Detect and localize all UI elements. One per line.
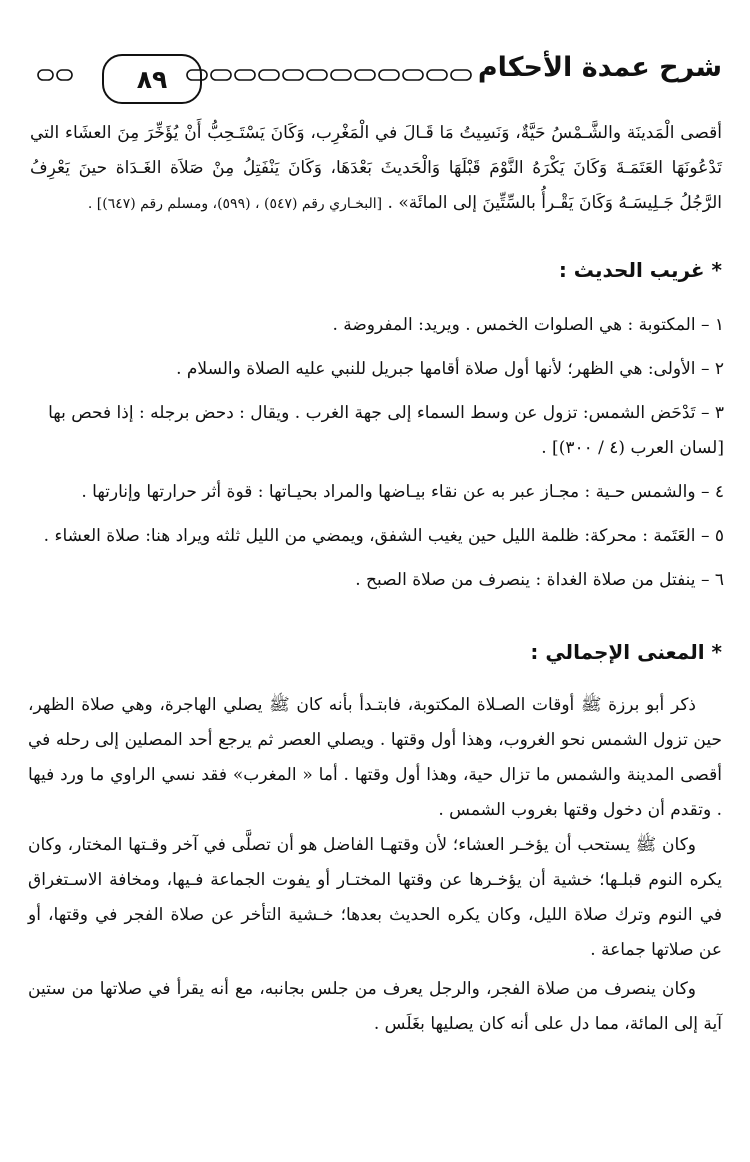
header-ornament [185,68,477,82]
item-text: الأولى: هي الظهر؛ لأنها أول صلاة أقامها جبريل للنبي عليه الصلاة والسلام . [176,359,696,379]
list-item [26,475,724,510]
hadith-citation: [البخـاري رقم (٥٤٧) ، (٥٩٩)، ومسلم رقم (٦٤٧)] . [87,196,383,212]
paragraph: وكان ينصرف من صلاة الفجر، والرجل يعرف من جلس بجانبه، مع أنه يقرأ في صلاتها من ستين آية إلى المائة، مما دل على أنه كان يصليها بغَلَس . [28,979,722,1034]
item-text: ينفتل من صلاة الغداة : ينصرف من صلاة الصبح . [355,570,696,590]
list-item [26,396,724,466]
item-number: ١ – [700,315,724,335]
item-number: ٢ – [700,359,724,379]
list-item [26,352,724,387]
hadith-text: أقصى الْمَدينَة والشَّـمْسُ حَيَّةٌ، وَنَسِيتُ مَا قَـالَ في الْمَغْرِب، وَكَانَ يَسْتَـحِبُّ أَنْ يُؤَخِّرَ مِنَ العشَاء التي تَدْعُونَهَا العَتَمَـةَ وَكَانَ يَكْرَهُ النَّوْمَ قَبْلَهَا وَالْحَديثَ بَعْدَهَا، وَكَانَ يَنْفَتِلُ مِنْ صَلاَة الغَـدَاة حينَ يَعْرِفُ الرَّجُلُ جَـلِيسَـهُ وَكَانَ يَقْـرأُ بالسِّتِّينَ إلى المائَة» . [30,123,722,213]
paragraph: وكان ﷺ يستحب أن يؤخـر العشاء؛ لأن وقتهـا الفاضل هو أن تصلَّى في آخر وقـتها المختار، وكان يكره النوم قبلـها؛ خشية أن يؤخـرها عن وقتها المختـار أو يفوت الجماعة فـيها، ومخافة الاسـتغراق في النوم وترك صلاة الليل، وكان يكره الحديث بعدها؛ خـشية التأخر عن صلاة الفجر في وقتها، أو عن صلاتها جماعة . [28,835,722,960]
paragraph: ذكر أبو برزة ﷺ أوقات الصـلاة المكتوبة، فابتـدأ بأنه كان ﷺ يصلي الهاجرة، وهي صلاة الظهر، حين تزول الشمس نحو الغروب، وهذا أول وقتها . ويصلي العصر ثم يرجع أحد المصلين إلى رحله في أقصى المدينة والشمس ما تزال حية، وهذا أول وقتها . أما « المغرب» فقد نسي الراوي ما ورد فيها . وتقدم أن دخول وقتها بغروب الشمس . [28,695,722,820]
header-ornament-small [36,68,74,82]
vocabulary-list [26,308,724,607]
vocabulary-heading: * غريب الحديث : [558,258,722,282]
item-text: والشمس حـية : مجـاز عبر به عن نقاء بيـاضها والمراد بحيـاتها : قوة أثر حرارتها وإنارتها . [81,482,696,502]
item-text: المكتوبة : هي الصلوات الخمس . ويريد: المفروضة . [332,315,696,335]
item-number: ٣ – [700,403,724,423]
page-number: ٨٩ [102,54,202,104]
page-header [28,52,722,108]
list-item [26,519,724,554]
item-text: العَتَمة : محركة: ظلمة الليل حين يغيب الشفق، ويمضي من الليل ثلثه ويراد هنا: صلاة العشاء . [43,526,696,546]
book-title: شرح عمدة الأحكام [477,52,722,83]
item-number: ٤ – [700,482,724,502]
list-item [26,308,724,343]
item-number: ٦ – [700,570,724,590]
hadith-text-continuation [30,116,722,222]
item-number: ٥ – [700,526,724,546]
item-text: تَدْحَض الشمس: تزول عن وسط السماء إلى جهة الغرب . ويقال : دحض برجله : إذا فحص بها [لسان العرب (٤ / ٣٠٠)] . [48,403,724,458]
general-meaning-heading: * المعنى الإجمالي : [530,640,722,664]
list-item [26,563,724,598]
